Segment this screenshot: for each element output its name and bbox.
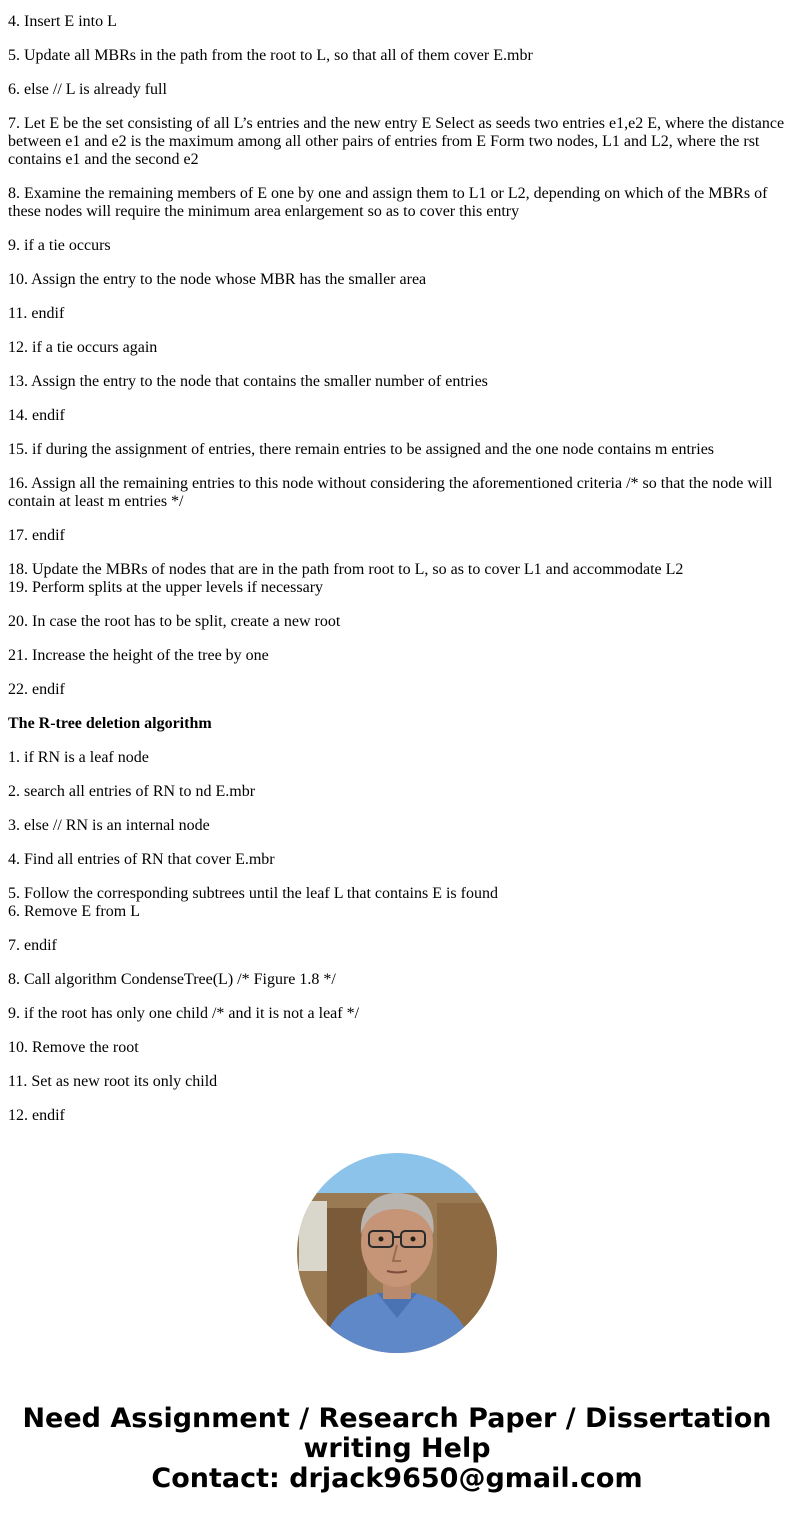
- portrait-eye-left: [379, 1237, 384, 1242]
- deletion-step-11: 11. Set as new root its only child: [8, 1073, 218, 1090]
- insertion-step-21: 21. Increase the height of the tree by one: [8, 647, 269, 664]
- portrait-eye-right: [411, 1237, 416, 1242]
- insertion-step-9: 9. if a tie occurs: [8, 237, 111, 254]
- deletion-step-5: 5. Follow the corresponding subtrees until the leaf L that contains E is found: [8, 885, 498, 902]
- insertion-step-5: 5. Update all MBRs in the path from the root to L, so that all of them cover E.mbr: [8, 47, 533, 64]
- deletion-heading: The R-tree deletion algorithm: [8, 715, 212, 732]
- insertion-step-8: 8. Examine the remaining members of E one by one and assign them to L1 or L2, depending on which of the MBRs of these nodes will require the minimum area enlargement so as to cover this entry: [8, 185, 768, 220]
- insertion-step-12: 12. if a tie occurs again: [8, 339, 158, 356]
- contact-email: Contact: drjack9650@gmail.com: [151, 1463, 643, 1494]
- insertion-step-6: 6. else // L is already full: [8, 81, 167, 98]
- contact-banner-line-1: Need Assignment / Research Paper / Dissertation: [22, 1403, 772, 1434]
- deletion-step-3: 3. else // RN is an internal node: [8, 817, 210, 834]
- document-body: [8, 13, 788, 1125]
- insertion-step-15: 15. if during the assignment of entries, there remain entries to be assigned and the one node contains m entries: [8, 441, 715, 458]
- deletion-step-1: 1. if RN is a leaf node: [8, 749, 149, 766]
- insertion-step-22: 22. endif: [8, 681, 65, 698]
- deletion-step-2: 2. search all entries of RN to nd E.mbr: [8, 783, 256, 800]
- insertion-step-7: 7. Let E be the set consisting of all L’s entries and the new entry E Select as seeds two entries e1,e2 E, where the distance between e1 and e2 is the maximum among all other pairs of entries from E Form two nodes, L1 and L2, where the rst contains e1 and the second e2: [8, 115, 785, 168]
- deletion-step-7: 7. endif: [8, 937, 57, 954]
- contact-banner-line-2: writing Help: [303, 1433, 491, 1464]
- contact-banner: [0, 1404, 794, 1494]
- insertion-step-14: 14. endif: [8, 407, 65, 424]
- author-avatar: [297, 1153, 497, 1353]
- insertion-step-19: 19. Perform splits at the upper levels if necessary: [8, 579, 324, 596]
- deletion-steps-5-6: [8, 885, 788, 921]
- insertion-step-20: 20. In case the root has to be split, create a new root: [8, 613, 341, 630]
- deletion-step-10: 10. Remove the root: [8, 1039, 139, 1056]
- insertion-step-4: 4. Insert E into L: [8, 13, 117, 30]
- insertion-steps-18-19: [8, 561, 788, 597]
- author-portrait-icon: [297, 1153, 497, 1353]
- insertion-step-11: 11. endif: [8, 305, 65, 322]
- insertion-step-13: 13. Assign the entry to the node that contains the smaller number of entries: [8, 373, 488, 390]
- portrait-window: [299, 1201, 327, 1271]
- insertion-step-10: 10. Assign the entry to the node whose MBR has the smaller area: [8, 271, 427, 288]
- insertion-step-17: 17. endif: [8, 527, 65, 544]
- deletion-step-9: 9. if the root has only one child /* and it is not a leaf */: [8, 1005, 360, 1022]
- insertion-step-16: 16. Assign all the remaining entries to this node without considering the aforementioned criteria /* so that the node will contain at least m entries */: [8, 475, 773, 510]
- deletion-step-12: 12. endif: [8, 1107, 65, 1124]
- deletion-step-8: 8. Call algorithm CondenseTree(L) /* Figure 1.8 */: [8, 971, 336, 988]
- deletion-step-6: 6. Remove E from L: [8, 903, 140, 920]
- deletion-step-4: 4. Find all entries of RN that cover E.mbr: [8, 851, 275, 868]
- insertion-step-18: 18. Update the MBRs of nodes that are in the path from root to L, so as to cover L1 and accommodate L2: [8, 561, 684, 578]
